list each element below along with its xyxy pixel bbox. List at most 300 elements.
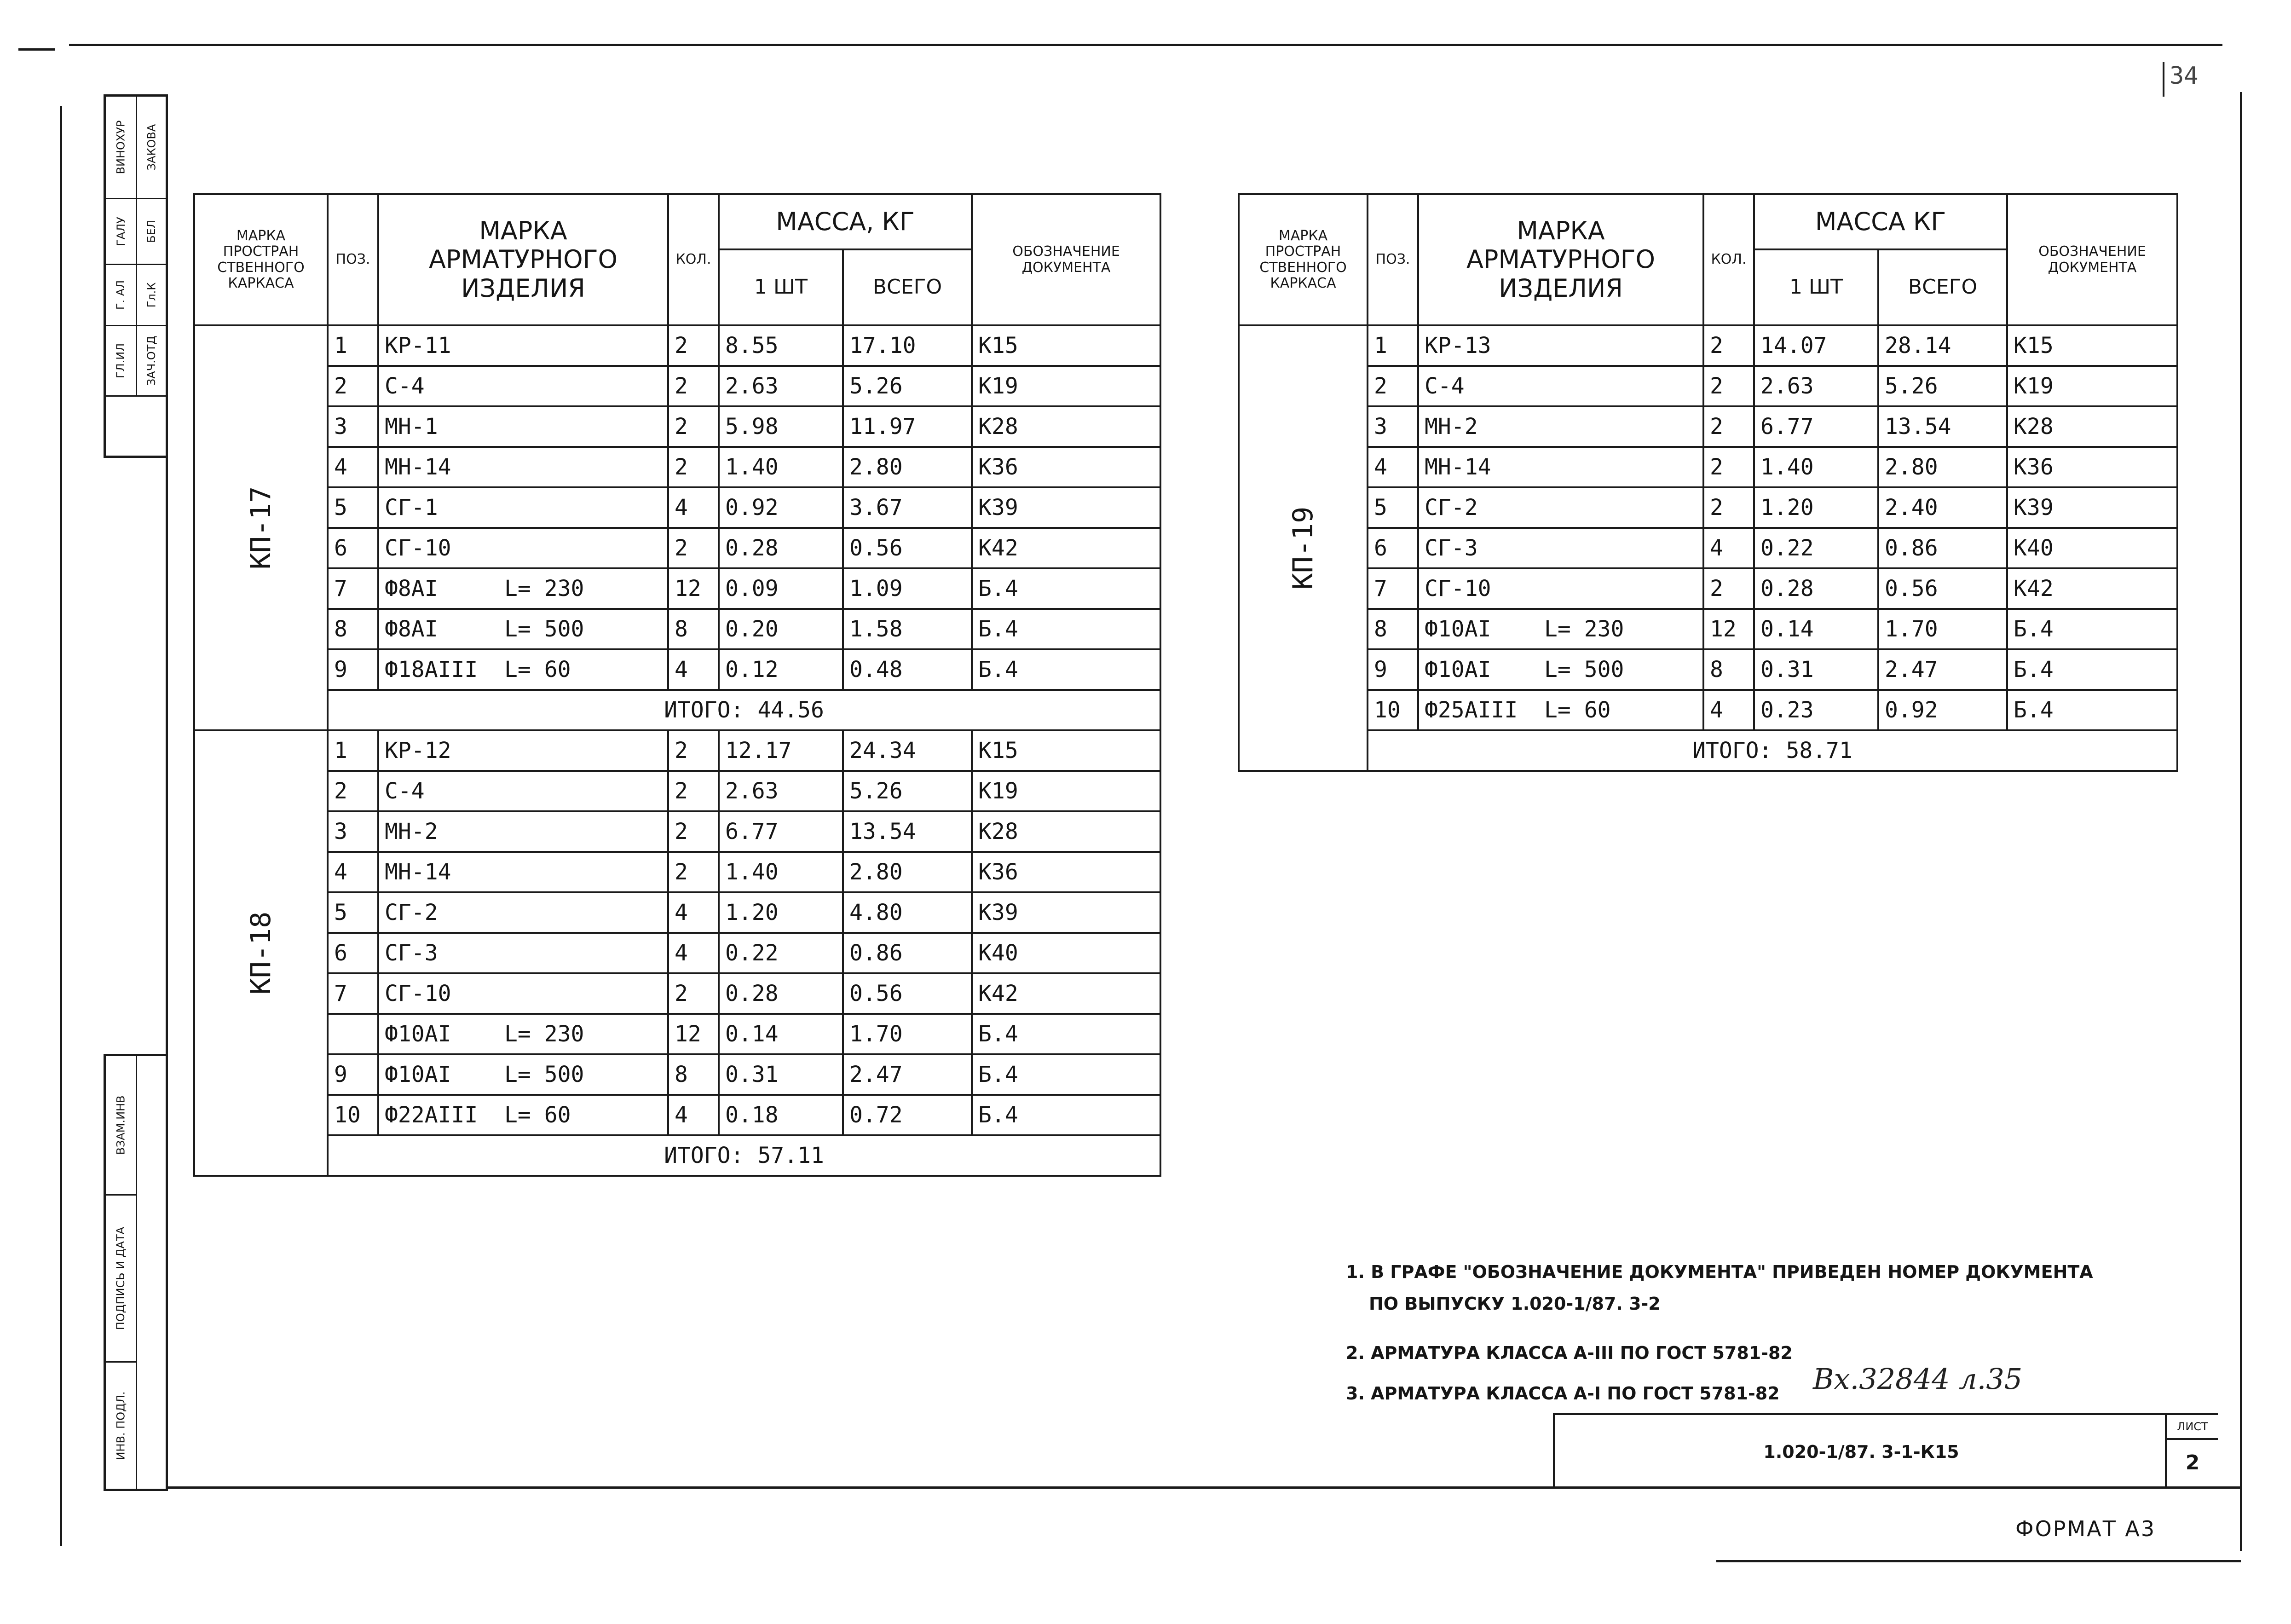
table-row xyxy=(194,892,1160,933)
qty-cell: 2 xyxy=(1703,366,1754,406)
frame-mark-header: МАРКА ПРОСТРАН СТВЕННОГО КАРКАСА xyxy=(194,194,328,325)
side-stamp-label: ЗАЧ.ОТД xyxy=(145,335,158,386)
doc-cell: Б.4 xyxy=(972,609,1160,649)
pos-cell: 2 xyxy=(328,771,378,811)
table-row xyxy=(194,366,1160,406)
top-left-dash xyxy=(18,48,55,51)
pos-cell: 9 xyxy=(328,649,378,690)
qty-cell: 4 xyxy=(668,1095,719,1135)
side-stamp-cell xyxy=(106,1056,137,1196)
total-mass-cell: 0.48 xyxy=(843,649,972,690)
item-mark: КР-13 xyxy=(1425,333,1491,358)
table-row xyxy=(194,1095,1160,1135)
item-mark: МН-14 xyxy=(1425,454,1491,480)
total-label: ИТОГО: xyxy=(1692,738,1772,763)
side-stamp-label: ВЗАМ.ИНВ xyxy=(114,1095,127,1155)
item-mark: Ф18АIII xyxy=(385,657,478,682)
left-border-line xyxy=(60,106,62,1546)
frame-mark-cell xyxy=(194,325,328,730)
unit-mass-cell: 0.28 xyxy=(719,973,843,1014)
qty-cell: 2 xyxy=(668,406,719,447)
doc-cell: К42 xyxy=(2007,568,2177,609)
item-length: L= 230 xyxy=(1544,616,1624,642)
total-mass-cell: 1.70 xyxy=(843,1014,972,1054)
total-mass-cell: 0.86 xyxy=(1878,528,2007,568)
total-header: ВСЕГО xyxy=(1878,249,2007,325)
side-stamp-cell xyxy=(106,1196,137,1363)
pos-cell: 4 xyxy=(328,852,378,892)
total-mass-cell: 0.72 xyxy=(843,1095,972,1135)
total-mass-cell: 0.56 xyxy=(1878,568,2007,609)
item-mark-cell xyxy=(378,447,668,487)
item-mark-cell xyxy=(378,1014,668,1054)
footer-line xyxy=(1716,1560,2241,1562)
pos-cell: 3 xyxy=(1368,406,1418,447)
item-mark: Ф25АIII xyxy=(1425,697,1518,723)
item-mark-cell xyxy=(1418,366,1703,406)
table-row xyxy=(194,528,1160,568)
item-mark: Ф10АI xyxy=(385,1062,451,1087)
document-code: 1.020-1/87. 3-1-К15 xyxy=(1763,1442,1959,1462)
total-mass-cell: 28.14 xyxy=(1878,325,2007,366)
item-mark-cell xyxy=(1418,406,1703,447)
unit-mass-cell: 1.20 xyxy=(719,892,843,933)
mass-header: МАССА КГ xyxy=(1754,194,2007,249)
side-stamp-cell xyxy=(137,326,166,397)
total-mass-cell: 11.97 xyxy=(843,406,972,447)
unit-mass-cell: 0.28 xyxy=(1754,568,1878,609)
left-spec-table xyxy=(193,193,1161,1177)
unit-mass-cell: 6.77 xyxy=(719,811,843,852)
item-mark-cell xyxy=(1418,649,1703,690)
table-row xyxy=(1239,487,2177,528)
unit-mass-cell: 0.92 xyxy=(719,487,843,528)
table-row xyxy=(1239,447,2177,487)
qty-cell: 2 xyxy=(1703,487,1754,528)
pos-cell: 3 xyxy=(328,811,378,852)
unit-mass-cell: 8.55 xyxy=(719,325,843,366)
total-value: 58.71 xyxy=(1786,738,1852,763)
total-mass-cell: 2.80 xyxy=(1878,447,2007,487)
side-stamp-cell xyxy=(137,265,166,326)
side-stamp-cell xyxy=(137,199,166,265)
pos-header: ПОЗ. xyxy=(1368,194,1418,325)
total-mass-cell: 3.67 xyxy=(843,487,972,528)
qty-cell: 4 xyxy=(668,892,719,933)
unit-mass-cell: 0.09 xyxy=(719,568,843,609)
doc-cell: К36 xyxy=(2007,447,2177,487)
total-cell xyxy=(1368,730,2177,771)
total-mass-cell: 0.92 xyxy=(1878,690,2007,730)
frame-mark-cell xyxy=(194,730,328,1176)
pos-cell: 4 xyxy=(328,447,378,487)
qty-header: КОЛ. xyxy=(1703,194,1754,325)
item-length: L= 60 xyxy=(504,657,571,682)
unit-mass-cell: 0.18 xyxy=(719,1095,843,1135)
item-mark: Ф8АI xyxy=(385,616,438,642)
unit-mass-cell: 12.17 xyxy=(719,730,843,771)
item-mark-cell xyxy=(378,366,668,406)
total-label: ИТОГО: xyxy=(664,1143,744,1168)
qty-cell: 2 xyxy=(668,730,719,771)
title-block xyxy=(1553,1413,2218,1489)
total-row xyxy=(1239,730,2177,771)
item-mark-cell xyxy=(378,528,668,568)
total-row xyxy=(194,1135,1160,1176)
item-mark: МН-1 xyxy=(385,414,438,439)
item-length: L= 230 xyxy=(504,576,584,601)
table-row xyxy=(1239,406,2177,447)
qty-cell: 2 xyxy=(1703,568,1754,609)
total-value: 57.11 xyxy=(757,1143,824,1168)
side-stamp-label: Г. АЛ xyxy=(114,280,127,310)
total-mass-cell: 1.70 xyxy=(1878,609,2007,649)
qty-cell: 4 xyxy=(1703,528,1754,568)
item-mark-cell xyxy=(1418,528,1703,568)
table-row xyxy=(194,1014,1160,1054)
item-mark: СГ-10 xyxy=(1425,576,1491,601)
side-stamp-cell xyxy=(106,1363,137,1489)
unit-mass-cell: 0.28 xyxy=(719,528,843,568)
side-stamp-label: БЕЛ xyxy=(145,220,158,243)
qty-cell: 2 xyxy=(668,852,719,892)
item-mark-cell xyxy=(378,892,668,933)
per-unit-header: 1 ШТ xyxy=(1754,249,1878,325)
mass-header: МАССА, КГ xyxy=(719,194,972,249)
doc-header: ОБОЗНАЧЕНИЕ ДОКУМЕНТА xyxy=(2007,194,2177,325)
total-mass-cell: 13.54 xyxy=(1878,406,2007,447)
doc-cell: К19 xyxy=(972,771,1160,811)
unit-mass-cell: 1.40 xyxy=(719,447,843,487)
total-mass-cell: 0.56 xyxy=(843,528,972,568)
table-row xyxy=(194,406,1160,447)
unit-mass-cell: 6.77 xyxy=(1754,406,1878,447)
table-row xyxy=(194,487,1160,528)
total-row xyxy=(194,690,1160,730)
total-mass-cell: 2.47 xyxy=(1878,649,2007,690)
qty-cell: 2 xyxy=(668,325,719,366)
pos-cell: 6 xyxy=(328,528,378,568)
note-line: 3. АРМАТУРА КЛАССА А-I ПО ГОСТ 5781-82 xyxy=(1346,1383,1780,1404)
right-table-body xyxy=(1239,325,2177,771)
table-row xyxy=(194,325,1160,366)
handwritten-note: Вх.32844 л.35 xyxy=(1813,1362,2023,1396)
unit-mass-cell: 0.22 xyxy=(719,933,843,973)
side-stamp-bottom xyxy=(104,1054,168,1491)
pos-cell: 7 xyxy=(1368,568,1418,609)
item-mark: Ф10АI xyxy=(1425,657,1491,682)
item-mark: С-4 xyxy=(1425,373,1465,399)
unit-mass-cell: 5.98 xyxy=(719,406,843,447)
item-mark-cell xyxy=(378,1095,668,1135)
unit-mass-cell: 14.07 xyxy=(1754,325,1878,366)
total-mass-cell: 13.54 xyxy=(843,811,972,852)
item-mark: Ф10АI xyxy=(1425,616,1491,642)
unit-mass-cell: 0.20 xyxy=(719,609,843,649)
table-row xyxy=(194,568,1160,609)
unit-mass-cell: 1.20 xyxy=(1754,487,1878,528)
table-row xyxy=(1239,568,2177,609)
doc-cell: Б.4 xyxy=(972,1014,1160,1054)
table-row xyxy=(194,730,1160,771)
table-row xyxy=(194,973,1160,1014)
qty-cell: 12 xyxy=(668,568,719,609)
item-mark: С-4 xyxy=(385,778,425,804)
item-mark-header: МАРКА АРМАТУРНОГО ИЗДЕЛИЯ xyxy=(1418,194,1703,325)
qty-cell: 4 xyxy=(668,649,719,690)
format-label: ФОРМАТ А3 xyxy=(2015,1516,2156,1541)
item-mark-cell xyxy=(378,1054,668,1095)
total-mass-cell: 1.58 xyxy=(843,609,972,649)
unit-mass-cell: 0.14 xyxy=(719,1014,843,1054)
doc-cell: К15 xyxy=(972,730,1160,771)
item-mark-cell xyxy=(378,568,668,609)
qty-cell: 2 xyxy=(1703,406,1754,447)
doc-cell: Б.4 xyxy=(2007,649,2177,690)
right-border-line xyxy=(2240,92,2242,1551)
item-mark: МН-2 xyxy=(1425,414,1478,439)
total-mass-cell: 2.80 xyxy=(843,852,972,892)
table-row xyxy=(1239,528,2177,568)
item-mark: МН-2 xyxy=(385,819,438,844)
doc-cell: К42 xyxy=(972,973,1160,1014)
table-row xyxy=(1239,325,2177,366)
doc-cell: К39 xyxy=(972,892,1160,933)
table-row xyxy=(194,1054,1160,1095)
item-mark-cell xyxy=(378,609,668,649)
pos-cell: 9 xyxy=(328,1054,378,1095)
frame-mark-label: КП-17 xyxy=(245,486,277,570)
side-stamp-label: ГАЛУ xyxy=(114,217,127,246)
doc-cell: К28 xyxy=(972,811,1160,852)
pos-cell: 7 xyxy=(328,973,378,1014)
doc-cell: Б.4 xyxy=(972,568,1160,609)
item-mark-header: МАРКА АРМАТУРНОГО ИЗДЕЛИЯ xyxy=(378,194,668,325)
qty-cell: 2 xyxy=(668,973,719,1014)
right-spec-table xyxy=(1238,193,2178,772)
total-mass-cell: 1.09 xyxy=(843,568,972,609)
pos-cell: 5 xyxy=(328,892,378,933)
table-row xyxy=(194,933,1160,973)
frame-mark-label: КП-18 xyxy=(245,911,277,995)
doc-cell: К28 xyxy=(972,406,1160,447)
pos-header: ПОЗ. xyxy=(328,194,378,325)
item-mark: МН-14 xyxy=(385,859,451,885)
table-row xyxy=(194,811,1160,852)
total-value: 44.56 xyxy=(757,697,824,723)
total-label: ИТОГО: xyxy=(664,697,744,723)
qty-cell: 2 xyxy=(1703,325,1754,366)
item-mark-cell xyxy=(1418,568,1703,609)
pos-cell: 2 xyxy=(328,366,378,406)
qty-header: КОЛ. xyxy=(668,194,719,325)
note-line: ПО ВЫПУСКУ 1.020-1/87. 3-2 xyxy=(1369,1294,1661,1314)
qty-cell: 2 xyxy=(668,366,719,406)
pos-cell: 8 xyxy=(1368,609,1418,649)
total-mass-cell: 17.10 xyxy=(843,325,972,366)
item-mark: СГ-2 xyxy=(385,900,438,925)
side-stamp-label: ГЛ.ИЛ xyxy=(114,343,127,379)
table-row xyxy=(194,771,1160,811)
table-row xyxy=(1239,609,2177,649)
item-length: L= 500 xyxy=(1544,657,1624,682)
unit-mass-cell: 0.31 xyxy=(1754,649,1878,690)
item-mark: СГ-3 xyxy=(1425,535,1478,561)
doc-cell: Б.4 xyxy=(972,1054,1160,1095)
unit-mass-cell: 2.63 xyxy=(719,771,843,811)
side-stamp-cell xyxy=(106,97,137,199)
table-row xyxy=(194,609,1160,649)
unit-mass-cell: 0.31 xyxy=(719,1054,843,1095)
qty-cell: 2 xyxy=(668,771,719,811)
unit-mass-cell: 0.12 xyxy=(719,649,843,690)
pos-cell: 7 xyxy=(328,568,378,609)
qty-cell: 8 xyxy=(1703,649,1754,690)
table-row xyxy=(1239,649,2177,690)
unit-mass-cell: 1.40 xyxy=(1754,447,1878,487)
qty-cell: 12 xyxy=(1703,609,1754,649)
side-stamp-top xyxy=(104,94,168,458)
doc-cell: К39 xyxy=(972,487,1160,528)
unit-mass-cell: 0.22 xyxy=(1754,528,1878,568)
total-mass-cell: 5.26 xyxy=(843,771,972,811)
pos-cell: 5 xyxy=(328,487,378,528)
pos-cell: 2 xyxy=(1368,366,1418,406)
total-mass-cell: 4.80 xyxy=(843,892,972,933)
pos-cell: 9 xyxy=(1368,649,1418,690)
pos-cell: 6 xyxy=(328,933,378,973)
table-row xyxy=(1239,690,2177,730)
item-mark-cell xyxy=(378,487,668,528)
item-mark-cell xyxy=(378,649,668,690)
doc-header: ОБОЗНАЧЕНИЕ ДОКУМЕНТА xyxy=(972,194,1160,325)
unit-mass-cell: 2.63 xyxy=(719,366,843,406)
total-mass-cell: 2.47 xyxy=(843,1054,972,1095)
note-line: 1. В ГРАФЕ "ОБОЗНАЧЕНИЕ ДОКУМЕНТА" ПРИВЕДЕН НОМЕР ДОКУМЕНТА xyxy=(1346,1262,2093,1282)
pos-cell: 1 xyxy=(1368,325,1418,366)
doc-cell: К15 xyxy=(972,325,1160,366)
doc-cell: К15 xyxy=(2007,325,2177,366)
item-mark: Ф8АI xyxy=(385,576,438,601)
unit-mass-cell: 0.23 xyxy=(1754,690,1878,730)
doc-cell: К36 xyxy=(972,852,1160,892)
item-mark: КР-12 xyxy=(385,738,451,763)
qty-cell: 2 xyxy=(668,811,719,852)
side-stamp-label: ЗАКОВА xyxy=(145,124,158,171)
item-mark: СГ-1 xyxy=(385,495,438,520)
doc-cell: К42 xyxy=(972,528,1160,568)
pos-cell: 4 xyxy=(1368,447,1418,487)
frame-mark-label: КП-19 xyxy=(1287,506,1319,590)
doc-cell: К28 xyxy=(2007,406,2177,447)
pos-cell: 8 xyxy=(328,609,378,649)
table-row xyxy=(194,852,1160,892)
item-mark-cell xyxy=(378,852,668,892)
item-mark: СГ-10 xyxy=(385,535,451,561)
item-mark: СГ-10 xyxy=(385,981,451,1006)
item-mark-cell xyxy=(378,771,668,811)
doc-cell: К40 xyxy=(2007,528,2177,568)
sheet-box-number: 2 xyxy=(2185,1451,2200,1474)
doc-cell: Б.4 xyxy=(2007,690,2177,730)
pos-cell: 10 xyxy=(1368,690,1418,730)
sheet-number: 34 xyxy=(2170,62,2199,90)
table-row xyxy=(194,447,1160,487)
pos-cell: 6 xyxy=(1368,528,1418,568)
pos-cell: 1 xyxy=(328,730,378,771)
item-mark-cell xyxy=(1418,487,1703,528)
frame-mark-cell xyxy=(1239,325,1368,771)
total-mass-cell: 2.40 xyxy=(1878,487,2007,528)
qty-cell: 8 xyxy=(668,1054,719,1095)
item-mark-cell xyxy=(1418,447,1703,487)
total-cell xyxy=(328,690,1160,730)
top-border-line xyxy=(69,44,2222,46)
total-mass-cell: 2.80 xyxy=(843,447,972,487)
side-stamp-cell xyxy=(137,97,166,199)
item-mark: КР-11 xyxy=(385,333,451,358)
pos-cell: 3 xyxy=(328,406,378,447)
note-line: 2. АРМАТУРА КЛАССА А-III ПО ГОСТ 5781-82 xyxy=(1346,1343,1793,1363)
sheet-box xyxy=(2165,1415,2218,1489)
item-mark-cell xyxy=(378,730,668,771)
qty-cell: 2 xyxy=(1703,447,1754,487)
item-mark-cell xyxy=(378,811,668,852)
doc-cell: Б.4 xyxy=(972,1095,1160,1135)
item-mark-cell xyxy=(1418,325,1703,366)
item-mark-cell xyxy=(378,973,668,1014)
total-mass-cell: 0.56 xyxy=(843,973,972,1014)
pos-cell: 5 xyxy=(1368,487,1418,528)
doc-cell: Б.4 xyxy=(2007,609,2177,649)
table-row xyxy=(1239,366,2177,406)
item-mark: СГ-2 xyxy=(1425,495,1478,520)
pos-cell xyxy=(328,1014,378,1054)
table-row xyxy=(194,649,1160,690)
doc-cell: К19 xyxy=(972,366,1160,406)
qty-cell: 4 xyxy=(1703,690,1754,730)
total-mass-cell: 24.34 xyxy=(843,730,972,771)
item-mark-cell xyxy=(378,933,668,973)
total-mass-cell: 5.26 xyxy=(843,366,972,406)
pos-cell: 1 xyxy=(328,325,378,366)
doc-cell: К19 xyxy=(2007,366,2177,406)
unit-mass-cell: 0.14 xyxy=(1754,609,1878,649)
unit-mass-cell: 2.63 xyxy=(1754,366,1878,406)
item-mark-cell xyxy=(1418,609,1703,649)
item-mark: Ф10АI xyxy=(385,1021,451,1047)
item-length: L= 230 xyxy=(504,1021,584,1047)
doc-cell: К36 xyxy=(972,447,1160,487)
item-mark: Ф22АIII xyxy=(385,1102,478,1128)
side-stamp-label: ВИНОХУР xyxy=(114,120,127,174)
item-length: L= 60 xyxy=(504,1102,571,1128)
left-table-body xyxy=(194,325,1160,1176)
unit-mass-cell: 1.40 xyxy=(719,852,843,892)
side-stamp-cell xyxy=(106,265,137,326)
doc-cell: К39 xyxy=(2007,487,2177,528)
side-stamp-label: ПОДПИСЬ И ДАТА xyxy=(114,1226,127,1330)
side-stamp-label: ИНВ. ПОДЛ. xyxy=(114,1391,127,1460)
total-mass-cell: 5.26 xyxy=(1878,366,2007,406)
side-stamp-cell xyxy=(106,199,137,265)
total-cell xyxy=(328,1135,1160,1176)
item-mark-cell xyxy=(378,325,668,366)
item-length: L= 500 xyxy=(504,1062,584,1087)
per-unit-header: 1 ШТ xyxy=(719,249,843,325)
item-length: L= 60 xyxy=(1544,697,1611,723)
sheet-number-box xyxy=(2163,62,2164,97)
